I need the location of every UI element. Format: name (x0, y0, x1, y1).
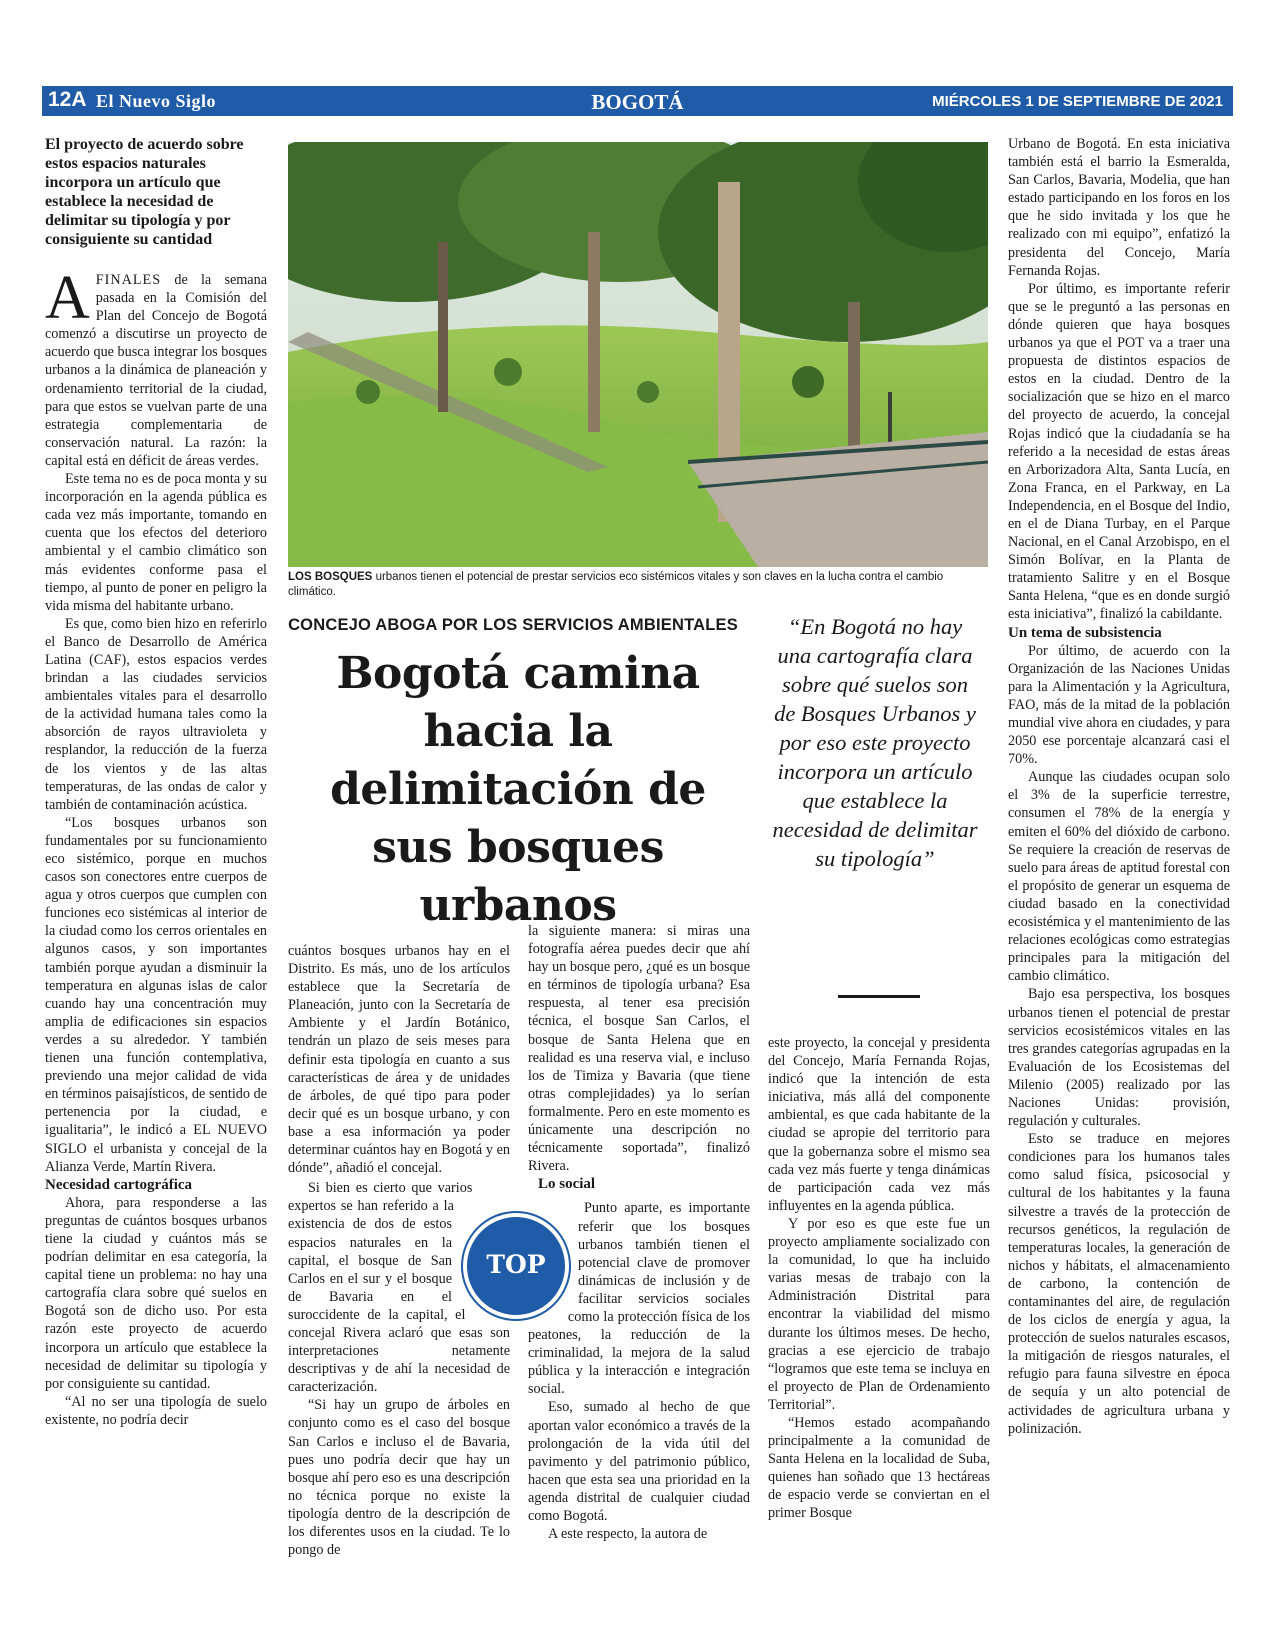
article-photo (288, 142, 988, 567)
masthead: El Nuevo Siglo (96, 91, 217, 111)
column-4 (768, 1034, 990, 1523)
article-paragraph: Es que, como bien hizo en referirlo el Banco de Desarrollo de América Latina (CAF), estos espacios verdes brindan a las ciudades servicios ambientales vitales para el desarrollo de la actividad humana tales como la absorción de rayos ultravioleta y resplandor, la reducción de la fuerza de los vientos y de las altas temperaturas, de las ondas de calor y también de contaminación acústica. (45, 615, 267, 813)
column-3 (528, 922, 750, 1543)
article-paragraph: Bajo esa perspectiva, los bosques urbanos tienen el potencial de prestar servicios ecosistémicos vitales en las tres grandes categorías agrupadas en la Evaluación de los Ecosistemas del Milenio (2005) realizado por las Naciones Unidas: provisión, regulación y culturales. (1008, 986, 1230, 1130)
article-paragraph: Esto se traduce en mejores condiciones para los humanos tales como salud física, psicosocial y cultural de los habitantes y la fauna silvestre a través de la protección de recursos genéticos, la regulación de temperaturas locales, la generación de nichos y hábitats, el almacenamiento de carbono, la contención de contaminantes del aire, de regulación de los ciclos de energía y agua, la protección de suelos naturales escasos, la mitigación de riesgos naturales, el refugio para fauna silvestre en época de sequía y un alto potencial de actividades de agricultura urbana y polinización. (1008, 1131, 1230, 1437)
kicker: CONCEJO ABOGA POR LOS SERVICIOS AMBIENTALES (288, 616, 738, 634)
column-5 (1008, 135, 1230, 1438)
top-badge: TOP (463, 1213, 569, 1319)
subheading: Lo social (538, 1176, 596, 1193)
article-paragraph: “Hemos estado acompañando principalmente a la comunidad de Santa Helena en la localidad de Suba, quienes han soñado que 13 hectáreas de espacio verde se conviertan en el primer Bosque (768, 1414, 990, 1522)
article-paragraph: Aunque las ciudades ocupan solo el 3% de la superficie terrestre, consumen el 78% de la energía y emiten el 60% del dióxido de carbono. Se requiere la creación de reservas de suelo para áreas de aptitud forestal con el propósito de generar un esquema de ciudad basado en la conectividad ecosistémica y el mantenimiento de las relaciones ecológicas como estrategias principales para la mitigación del cambio climático. (1008, 769, 1230, 985)
photo-caption: LOS BOSQUES urbanos tienen el potencial de prestar servicios eco sistémicos vitales y son claves en la lucha contra el cambio climático. (288, 571, 944, 598)
article-paragraph: Ahora, para responderse a las preguntas de cuántos bosques urbanos tiene la ciudad y cuántos más se podrían delimitar en esa categoría, la capital tiene un problema: no hay una cartografía clara sobre qué suelos en Bogotá son de dicho uso. Por esta razón este proyecto de acuerdo incorpora un artículo que establece la necesidad de delimitar su tipología y por consiguiente su cantidad. (45, 1194, 267, 1392)
subheading: Un tema de subsistencia (1008, 624, 1162, 641)
article-paragraph: la siguiente manera: si miras una fotografía aérea puedes decir que ahí hay un bosque pero, ¿qué es un bosque en términos de tipología urbana? Esa respuesta, al tener esa precisión técnica, el bosque San Carlos, el bosque de Santa Helena que en realidad es una reserva vial, e incluso los de Timiza y Bavaria (que tiene otras complejidades) ya lo serían formalmente. Pero en este momento es únicamente una descripción no técnicamente soportada”, finalizó Rivera. (528, 923, 750, 1175)
article-paragraph: “Al no ser una tipología de suelo existente, no podría decir (45, 1393, 267, 1428)
issue-date: MIÉRCOLES 1 DE SEPTIEMBRE DE 2021 (932, 93, 1223, 110)
article-paragraph: cuántos bosques urbanos hay en el Distrito. Es más, uno de los artículos establece que la Secretaría de Planeación, junto con la Secretaría de Ambiente y el Jardín Botánico, tendrán un plazo de seis meses para definir esta tipología en cuanto a sus características de área y de unidades de árboles, de qué tipo para poder decir qué es un bosque urbano, y con base a esa información ya poder determinar cuántos hay en Bogotá y en dónde”, añadió el concejal. (288, 943, 510, 1177)
article-paragraph: A este respecto, la autora de (548, 1526, 708, 1543)
pull-quote: “En Bogotá no hay una cartografía clara sobre qué suelos son de Bosques Urbanos y por eso este proyecto incorpora un artículo que establece la necesidad de delimitar su tipología” (772, 614, 978, 871)
article-paragraph: Eso, sumado al hecho de que aportan valor económico a través de la prolongación de la vida útil del pavimento y del patrimonio público, hacen que esta sea una prioridad en la agenda distrital de cualquier ciudad como Bogotá. (528, 1399, 750, 1524)
article-paragraph: Por último, de acuerdo con la Organización de las Naciones Unidas para la Alimentación y la Agricultura, FAO, más de la mitad de la población mundial vive ahora en ciudades, y para 2050 ese porcentaje alcanzará casi el 70%. (1008, 642, 1230, 768)
section-title: BOGOTÁ (591, 90, 684, 114)
article-paragraph: este proyecto, la concejal y presidenta del Concejo, María Fernanda Rojas, indicó que la intención de esta iniciativa, más allá del componente ambiental, es que cada habitante de la ciudad se apropie del territorio para que la gobernanza sobre el mismo sea cada vez más fuerte y tenga dinámicas de participación cada vez más influyentes en la agenda pública. (768, 1035, 990, 1214)
article-paragraph: Punto aparte, es importante referir que los bosques urbanos también tienen el potencial clave de promover dinámicas de inclusión y de facilitar servicios sociales como la protección física de los peatones, la reducción de la criminalidad, la mejora de la salud pública y la interacción e integración social. (528, 1200, 750, 1398)
article-paragraph: Este tema no es de poca monta y su incorporación en la agenda pública es cada vez más importante, tomando en cuenta que los efectos del deterioro ambiental y el cambio climático son más evidentes conforme pasa el tiempo, al punto de poner en peligro la vida misma del habitante urbano. (45, 471, 267, 614)
headline: Bogotá camina hacia la delimitación de sus bosques urbanos (330, 648, 706, 931)
park-forest-illustration (288, 142, 988, 567)
article-paragraph: “Los bosques urbanos son fundamentales por su funcionamiento eco sistémico, porque en muchos casos son conectores entre cuerpos de agua y otros cuerpos que cumplen con funciones eco sistémicas al interior de la ciudad como los cerros orientales en algunos casos, y son importantes también porque ayudan a disminuir la temperatura en algunas islas de calor cuando hay una concentración muy amplia de edificaciones sin espacios verdes a su alrededor. Y también tienen una función contemplativa, previendo una mejor calidad de vida en términos paisajísticos, de sentido de pertenencia por la ciudad, e igualitaria”, le indicó a EL NUEVO SIGLO el urbanista y concejal de la Alianza Verde, Martín Rivera. (45, 814, 267, 1175)
quote-divider (838, 995, 920, 998)
article-paragraph: Si bien es cierto que varios expertos se han referido a la existencia de dos de estos espacios naturales en la capital, el bosque de San Carlos en el sur y el bosque de Bavaria en el suroccidente de la capital, el concejal Rivera aclaró que esas son interpretaciones netamente descriptivas y de ahí la necesidad de caracterización. (288, 1180, 510, 1396)
article-paragraph: “Si hay un grupo de árboles en conjunto como es el caso del bosque San Carlos e incluso el de Bavaria, pues uno podría decir que hay un bosque ahí pero eso es una descripción no técnica porque no existe la tipología dentro de la descripción de los diferentes usos en la ciudad. Te lo pongo de (288, 1397, 510, 1559)
article-paragraph: AFINALES de la semana pasada en la Comisión del Plan del Concejo de Bogotá comenzó a discutirse un proyecto de acuerdo que busca integrar los bosques urbanos a la dinámica de planeación y ordenamiento territorial de la ciudad, para que estos se vuelvan parte de una estrategia complementaria de conservación natural. La razón: la capital está en déficit de áreas verdes. (45, 264, 267, 469)
article-paragraph: Urbano de Bogotá. En esta iniciativa también está el barrio la Esmeralda, San Carlos, Bavaria, Modelia, que han estado participando en los foros en los que he sido invitada y los que he realizado con mi equipo”, enfatizó la presidenta del Concejo, María Fernanda Rojas. (1008, 136, 1230, 279)
subheading: Necesidad cartográfica (45, 1176, 193, 1193)
article-paragraph: Por último, es importante referir que se le preguntó a las personas en dónde quieren que haya bosques urbanos ya que el POT va a traer una propuesta de distintos espacios de estos en la ciudad. Dentro de la socialización que se hizo en el marco del proyecto de acuerdo, la concejal Rojas indicó que la ciudadanía se ha referido a la necesidad de estas áreas en Arborizadora Alta, Santa Lucía, en Zona Franca, en el Parkway, en La Independencia, en el Bosque del Indio, en el de Diana Turbay, en el Parque Nacional, en el Canal Arzobispo, en el Simón Bolívar, en la Planta de tratamiento Salitre y en el Bosque Santa Helena, “que es en donde surgió esta iniciativa”, finalizó la cabildante. (1008, 280, 1230, 623)
lead-summary: El proyecto de acuerdo sobre estos espacios naturales incorpora un artículo que establece la necesidad de delimitar su tipología y por consiguiente su cantidad (45, 136, 244, 248)
page-header (42, 86, 1233, 116)
page-number: 12A (48, 88, 87, 111)
article-paragraph: Y por eso es que este fue un proyecto ampliamente socializado con la comunidad, lo que ha incluido varias mesas de trabajo con la Administración Distrital para encontrar la viabilidad del mismo durante los últimos meses. De hecho, gracias a ese ejercicio de trabajo “logramos que este tema se incluya en el proyecto de Plan de Ordenamiento Territorial”. (768, 1215, 990, 1413)
drop-cap: A (45, 264, 90, 332)
column-1 (45, 135, 267, 1429)
